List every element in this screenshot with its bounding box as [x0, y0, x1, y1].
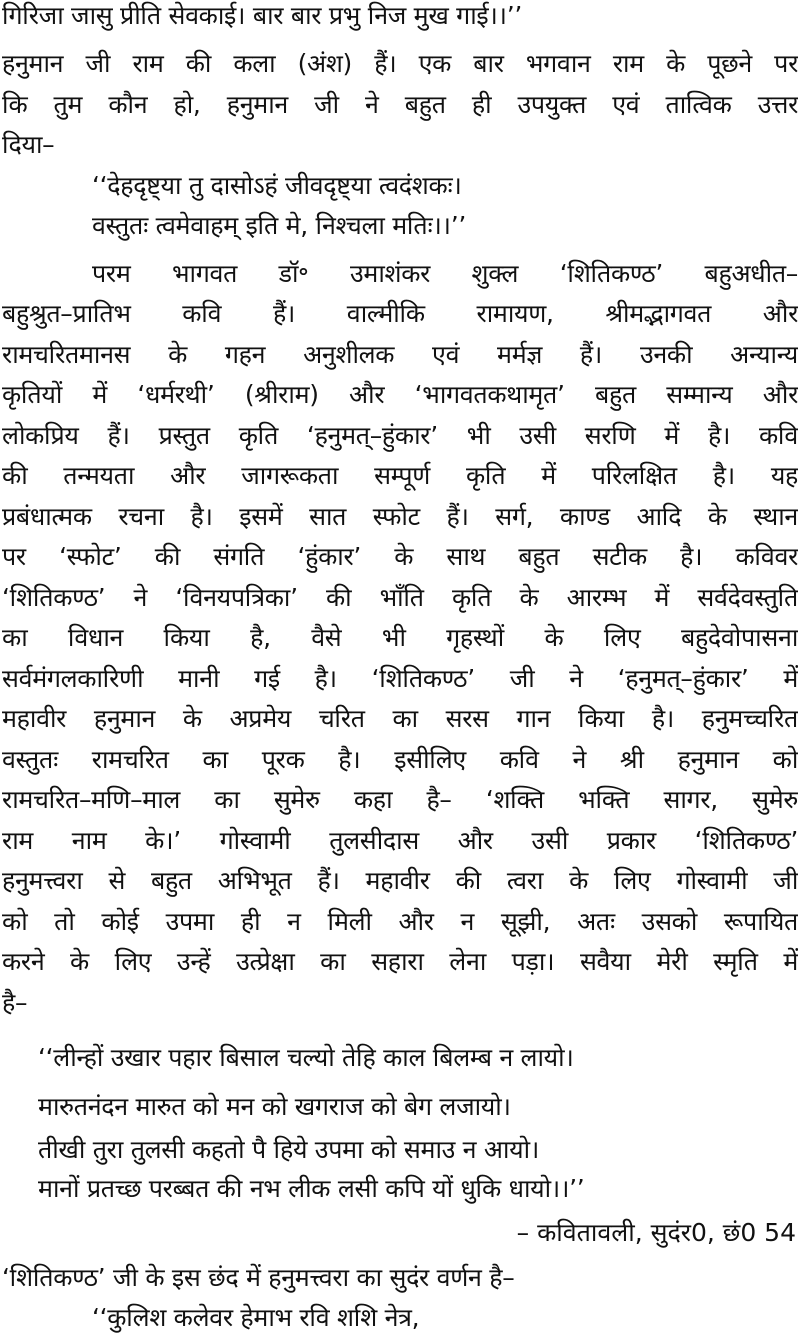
text-line: ‘शितिकण्ठ’ जी के इस छंद में हनुमत्त्वरा का सुदंर वर्णन है– — [2, 1263, 515, 1292]
text-line: का विधान किया है, वैसे भी गृहस्थों के लिए बहुदेवोपासना — [2, 623, 798, 652]
text-line: सर्वमंगलकारिणी मानी गई है। ‘शितिकण्ठ’ जी ने ‘हनुमत्–हुंकार’ में — [2, 664, 798, 693]
text-line: महावीर हनुमान के अप्रमेय चरित का सरस गान किया है। हनुमच्चरित — [2, 704, 798, 733]
verse-line: वस्तुतः त्वमेवाहम् इति मे, निश्चला मतिः।।’’ — [92, 211, 467, 240]
text-line: कृतियों में ‘धर्मरथी’ (श्रीराम) और ‘भागवतकथामृत’ बहुत सम्मान्य और — [2, 380, 798, 409]
text-line: है– — [2, 988, 28, 1017]
text-line: हनुमत्त्वरा से बहुत अभिभूत हैं। महावीर की त्वरा के लिए गोस्वामी जी — [2, 866, 798, 895]
text-line: पर ‘स्फोट’ की संगति ‘हुंकार’ के साथ बहुत सटीक है। कविवर — [2, 542, 798, 571]
text-line: की तन्मयता और जागरूकता सम्पूर्ण कृति में परिलक्षित है। यह — [2, 461, 798, 490]
text-line: प्रबंधात्मक रचना है। इसमें सात स्फोट हैं। सर्ग, काण्ड आदि के स्थान — [2, 502, 798, 531]
verse-line: तीखी तुरा तुलसी कहतो पै हिये उपमा को समाउ न आयो। — [38, 1135, 539, 1164]
verse-line: मारुतनंदन मारुत को मन को खगराज को बेग लजायो। — [38, 1092, 511, 1121]
text-line: गिरिजा जासु प्रीति सेवकाई। बार बार प्रभु निज मुख गाई।।’’ — [2, 1, 522, 30]
text-line: दिया– — [2, 130, 55, 159]
text-line: वस्तुतः रामचरित का पूरक है। इसीलिए कवि ने श्री हनुमान को — [2, 745, 798, 774]
text-line: लोकप्रिय हैं। प्रस्तुत कृति ‘हनुमत्–हुंकार’ भी उसी सरणि में है। कवि — [2, 421, 798, 450]
text-line: राम नाम के।’ गोस्वामी तुलसीदास और उसी प्रकार ‘शितिकण्ठ’ — [2, 826, 798, 855]
text-line: बहुश्रुत–प्रातिभ कवि हैं। वाल्मीकि रामायण, श्रीमद्भागवत और — [2, 299, 798, 328]
text-line: को तो कोई उपमा ही न मिली और न सूझी, अतः उसको रूपायित — [2, 907, 798, 936]
verse-line: ‘‘देहदृष्ट्या तु दासोऽहं जीवदृष्ट्या त्वदंशकः। — [92, 171, 462, 200]
text-line: हनुमान जी राम की कला (अंश) हैं। एक बार भगवान राम के पूछने पर — [2, 49, 798, 78]
text-line: रामचरित–मणि–माल का सुमेरु कहा है– ‘शक्ति भक्ति सागर, सुमेरु — [2, 785, 798, 814]
verse-line: मानों प्रतच्छ परब्बत की नभ लीक लसी कपि यों धुकि धायो।।’’ — [38, 1174, 585, 1203]
verse-source-citation: – कवितावली, सुदंर0, छं0 54 — [516, 1218, 796, 1247]
text-line: रामचरितमानस के गहन अनुशीलक एवं मर्मज्ञ हैं। उनकी अन्यान्य — [2, 340, 798, 369]
verse-line: ‘‘कुलिश कलेवर हेमाभ रवि शशि नेत्र, — [92, 1303, 420, 1332]
text-line: ‘शितिकण्ठ’ ने ‘विनयपत्रिका’ की भाँति कृति के आरम्भ में सर्वदेवस्तुति — [2, 583, 798, 612]
text-line: करने के लिए उन्हें उत्प्रेक्षा का सहारा लेना पड़ा। सवैया मेरी स्मृति में — [2, 947, 798, 976]
paragraph-first-line: परम भागवत डॉ॰ उमाशंकर शुक्ल ‘शितिकण्ठ’ बहुअधीत– — [92, 259, 798, 288]
text-line: कि तुम कौन हो, हनुमान जी ने बहुत ही उपयुक्त एवं तात्विक उत्तर — [2, 90, 798, 119]
verse-line: ‘‘लीन्हों उखार पहार बिसाल चल्यो तेहि काल बिलम्ब न लायो। — [38, 1043, 574, 1072]
